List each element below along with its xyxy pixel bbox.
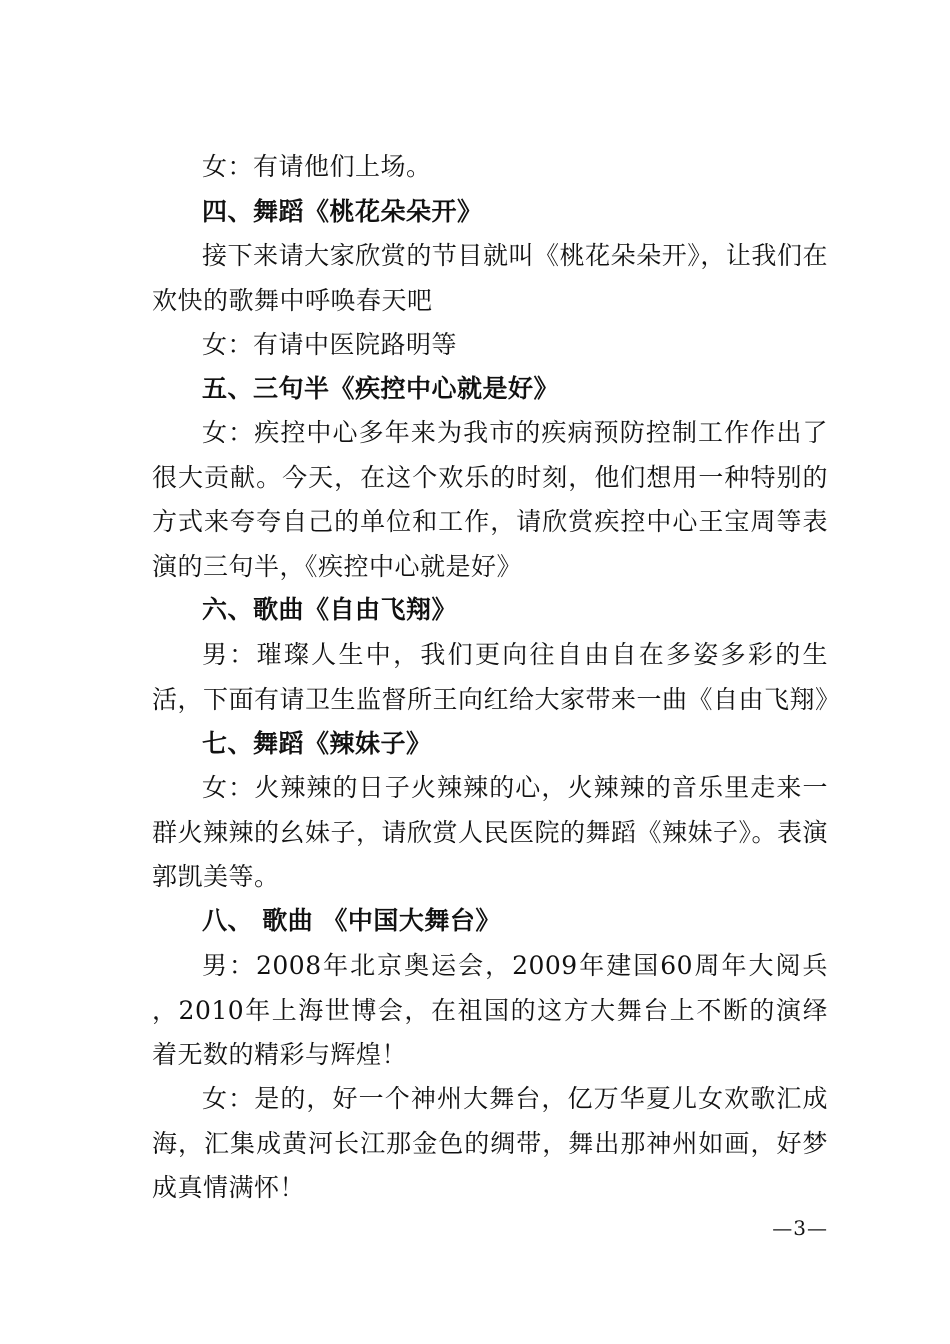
page-number: —3—: [772, 1216, 828, 1240]
dialogue-line-4: 女：疾控中心多年来为我市的疾病预防控制工作作出了很大贡献。今天，在这个欢乐的时刻，他们想用一种特别的方式来夸夸自己的单位和工作，请欣赏疾控中心王宝周等表演的三句半，《疾控中心就是好》: [152, 418, 828, 581]
dialogue-line-2: 接下来请大家欣赏的节目就叫《桃花朵朵开》，让我们在欢快的歌舞中呼唤春天吧: [152, 241, 828, 315]
program-heading-4: 四、舞蹈《桃花朵朵开》: [202, 197, 483, 226]
dialogue-line-1: 女：有请他们上场。: [202, 152, 432, 181]
dialogue-line-7: 男：2008年北京奥运会，2009年建国60周年大阅兵 ，2010年上海世博会，在祖国的这方大舞台上不断的演绎着无数的精彩与辉煌！: [152, 951, 828, 1069]
program-heading-5: 五、三句半《疾控中心就是好》: [202, 374, 560, 403]
program-heading-7: 七、舞蹈《辣妹子》: [202, 729, 432, 758]
program-heading-6: 六、歌曲《自由飞翔》: [202, 595, 458, 624]
dialogue-line-3: 女：有请中医院路明等: [202, 330, 458, 359]
dialogue-line-6: 女：火辣辣的日子火辣辣的心，火辣辣的音乐里走来一群火辣辣的幺妹子，请欣赏人民医院的舞蹈《辣妹子》。表演郭凯美等。: [152, 773, 829, 891]
program-heading-8: 八、 歌曲 《中国大舞台》: [202, 906, 501, 935]
dialogue-line-8: 女：是的，好一个神州大舞台，亿万华夏儿女欢歌汇成海，汇集成黄河长江那金色的绸带，舞出那神州如画，好梦成真情满怀！: [152, 1084, 828, 1202]
dialogue-line-5: 男：璀璨人生中，我们更向往自由自在多姿多彩的生活，下面有请卫生监督所王向红给大家带来一曲《自由飞翔》: [152, 640, 841, 714]
